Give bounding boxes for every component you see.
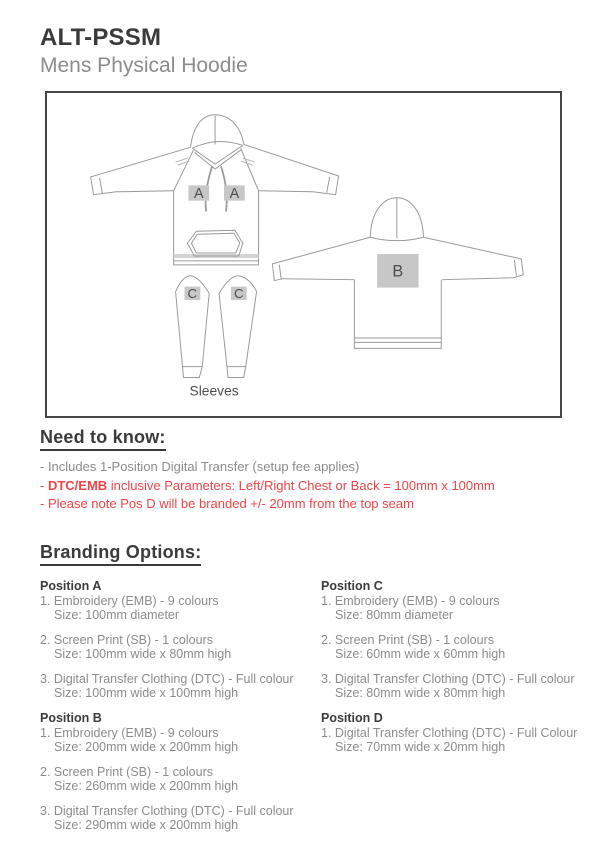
branding-option-size: Size: 290mm wide x 200mm high (54, 818, 239, 832)
sleeves-caption: Sleeves (189, 382, 239, 399)
branding-option-method: 2. Screen Print (SB) - 1 colours (40, 765, 213, 779)
need-to-know-item: - Includes 1-Position Digital Transfer (setup fee applies) (40, 459, 360, 474)
branding-option-method: 1. Embroidery (EMB) - 9 colours (40, 726, 219, 740)
branding-option-size: Size: 80mm wide x 80mm high (335, 686, 506, 700)
branding-option (40, 804, 321, 832)
title-block (40, 25, 248, 78)
branding-options-heading: Branding Options: (40, 543, 201, 566)
branding-option-method: 2. Screen Print (SB) - 1 colours (40, 633, 213, 647)
branding-option-size: Size: 100mm diameter (54, 608, 180, 622)
position-heading: Position C (321, 579, 383, 593)
branding-option (40, 633, 321, 661)
hoodie-back-view (272, 198, 523, 349)
branding-options-section (40, 543, 585, 843)
need-to-know-item: - DTC/EMB inclusive Parameters: Left/Right Chest or Back = 100mm x 100mm (40, 477, 495, 493)
branding-option (40, 594, 321, 622)
hoodie-sleeves-view (176, 276, 257, 399)
branding-option-method: 3. Digital Transfer Clothing (DTC) - Full colour (40, 804, 294, 818)
branding-option-size: Size: 100mm wide x 80mm high (54, 647, 232, 661)
branding-option (40, 672, 321, 700)
branding-option-method: 1. Embroidery (EMB) - 9 colours (321, 594, 500, 608)
branding-option (40, 765, 321, 793)
branding-column (321, 579, 585, 843)
branding-option-method: 3. Digital Transfer Clothing (DTC) - Full colour (40, 672, 294, 686)
branding-option-size: Size: 200mm wide x 200mm high (54, 740, 239, 754)
position-b-label: B (392, 262, 404, 281)
position-block (321, 579, 585, 700)
position-heading: Position A (40, 579, 102, 593)
position-a-left-label: A (194, 186, 204, 203)
branding-option-size: Size: 80mm diameter (335, 608, 454, 622)
need-to-know-section (40, 428, 580, 514)
branding-option-method: 2. Screen Print (SB) - 1 colours (321, 633, 494, 647)
position-block (321, 711, 585, 754)
branding-option-method: 1. Embroidery (EMB) - 9 colours (40, 594, 219, 608)
position-block (40, 711, 321, 832)
branding-option-method: 1. Digital Transfer Clothing (DTC) - Full Colour (321, 726, 578, 740)
branding-option-size: Size: 70mm wide x 20mm high (335, 740, 506, 754)
page-subtitle: Mens Physical Hoodie (40, 54, 248, 77)
branding-columns (40, 579, 585, 843)
branding-option-size: Size: 260mm wide x 200mm high (54, 779, 239, 793)
need-to-know-item: - Please note Pos D will be branded +/- 20mm from the top seam (40, 496, 414, 511)
branding-option (321, 594, 585, 622)
position-c-right-label: C (233, 285, 244, 301)
position-heading: Position D (321, 711, 383, 725)
branding-option (321, 633, 585, 661)
hoodie-front-view (91, 115, 339, 265)
need-to-know-list (40, 458, 580, 514)
branding-option-size: Size: 100mm wide x 100mm high (54, 686, 239, 700)
position-heading: Position B (40, 711, 102, 725)
branding-option-method: 3. Digital Transfer Clothing (DTC) - Full colour (321, 672, 575, 686)
hoodie-technical-drawing (47, 93, 560, 416)
branding-option (321, 672, 585, 700)
branding-option (321, 726, 585, 754)
position-c-left-label: C (187, 285, 198, 301)
position-a-right-label: A (229, 186, 240, 203)
branding-option-size: Size: 60mm wide x 60mm high (335, 647, 506, 661)
branding-column (40, 579, 321, 843)
position-block (40, 579, 321, 700)
page-title: ALT-PSSM (40, 24, 162, 51)
branding-option (40, 726, 321, 754)
product-diagram-box (45, 91, 562, 418)
need-to-know-heading: Need to know: (40, 428, 166, 451)
